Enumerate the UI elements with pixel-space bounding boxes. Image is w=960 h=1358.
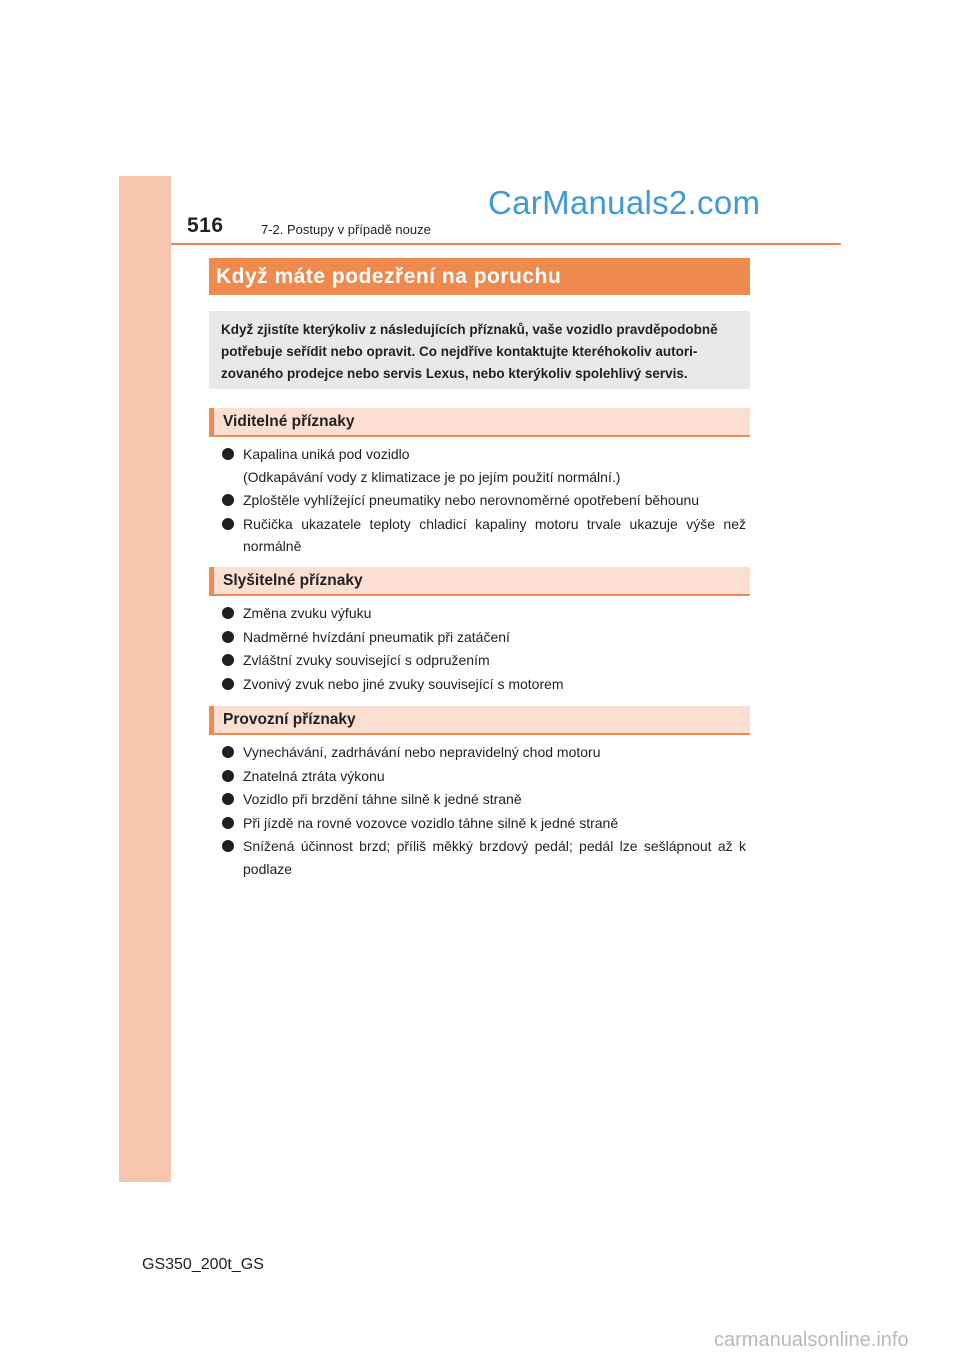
subheading-visible-symptoms: Viditelné příznaky: [209, 408, 750, 437]
list-item: [222, 788, 746, 811]
list-item: [222, 765, 746, 788]
list-item-text: Při jízdě na rovné vozovce vozidlo táhne silně k jedné straně: [243, 814, 619, 831]
footer-watermark: carmanualsonline.info: [714, 1329, 909, 1351]
bullet-icon: [222, 631, 234, 643]
intro-line: Když zjistíte kterýkoliv z následujících příznaků, vaše vozidlo pravděpodobně: [221, 322, 718, 337]
intro-line: potřebuje seřídit nebo opravit. Co nejdříve kontaktujte kteréhokoliv autori-: [221, 344, 698, 359]
bullet-icon: [222, 840, 234, 852]
intro-box: [209, 311, 750, 389]
list-item-text: Kapalina uniká pod vozidlo: [243, 446, 410, 462]
operational-symptoms-list: [222, 741, 746, 881]
bullet-icon: [222, 770, 234, 782]
list-item: [222, 443, 746, 488]
list-item-text: Nadměrné hvízdání pneumatik při zatáčení: [243, 628, 510, 645]
audible-symptoms-list: [222, 602, 746, 696]
bullet-icon: [222, 494, 234, 506]
list-item-text: Změna zvuku výfuku: [243, 605, 372, 621]
list-item-text: Vozidlo při brzdění táhne silně k jedné straně: [243, 791, 522, 807]
intro-line: zovaného prodejce nebo servis Lexus, nebo kterýkoliv spolehlivý servis.: [221, 366, 688, 381]
list-item: [222, 489, 746, 512]
chapter-side-band: [119, 176, 171, 1182]
list-item: [222, 513, 746, 558]
list-item-text: Vynechávání, zadrhávání nebo nepravidelný chod motoru: [243, 744, 601, 760]
list-item-text: Zvláštní zvuky související s odpružením: [243, 652, 490, 668]
main-heading: Když máte podezření na poruchu: [209, 258, 750, 295]
visible-symptoms-list: [222, 443, 746, 559]
list-item: [222, 812, 746, 835]
bullet-icon: [222, 448, 234, 460]
list-item-text: Snížená účinnost brzd; příliš měkký brzdový pedál; pedál lze sešlápnout až k podlaze: [243, 838, 746, 877]
bullet-icon: [222, 518, 234, 530]
list-item: [222, 602, 746, 625]
list-item: [222, 835, 746, 880]
subheading-operational-symptoms: Provozní příznaky: [209, 706, 750, 735]
list-item-text: Ručička ukazatele teploty chladicí kapaliny motoru trvale ukazuje výše než normálně: [243, 515, 746, 554]
list-item: [222, 626, 746, 649]
footer-model-code: GS350_200t_GS: [142, 1256, 264, 1273]
header-rule: [171, 243, 841, 245]
page-number: 516: [187, 214, 224, 237]
bullet-icon: [222, 654, 234, 666]
bullet-icon: [222, 607, 234, 619]
list-item-text: Zploštěle vyhlížející pneumatiky nebo nerovnoměrné opotřebení běhounu: [243, 492, 700, 508]
list-item: [222, 673, 746, 696]
header-watermark: CarManuals2.com: [488, 184, 761, 221]
bullet-icon: [222, 746, 234, 758]
list-item-text: Znatelná ztráta výkonu: [243, 767, 385, 784]
subheading-audible-symptoms: Slyšitelné příznaky: [209, 567, 750, 596]
list-item: [222, 741, 746, 764]
list-item-text: Zvonivý zvuk nebo jiné zvuky související s motorem: [243, 675, 564, 692]
section-title: 7-2. Postupy v případě nouze: [261, 222, 431, 237]
list-item: [222, 649, 746, 672]
bullet-icon: [222, 817, 234, 829]
bullet-icon: [222, 793, 234, 805]
list-item-note: (Odkapávání vody z klimatizace je po jejím použití normální.): [243, 468, 621, 485]
bullet-icon: [222, 678, 234, 690]
